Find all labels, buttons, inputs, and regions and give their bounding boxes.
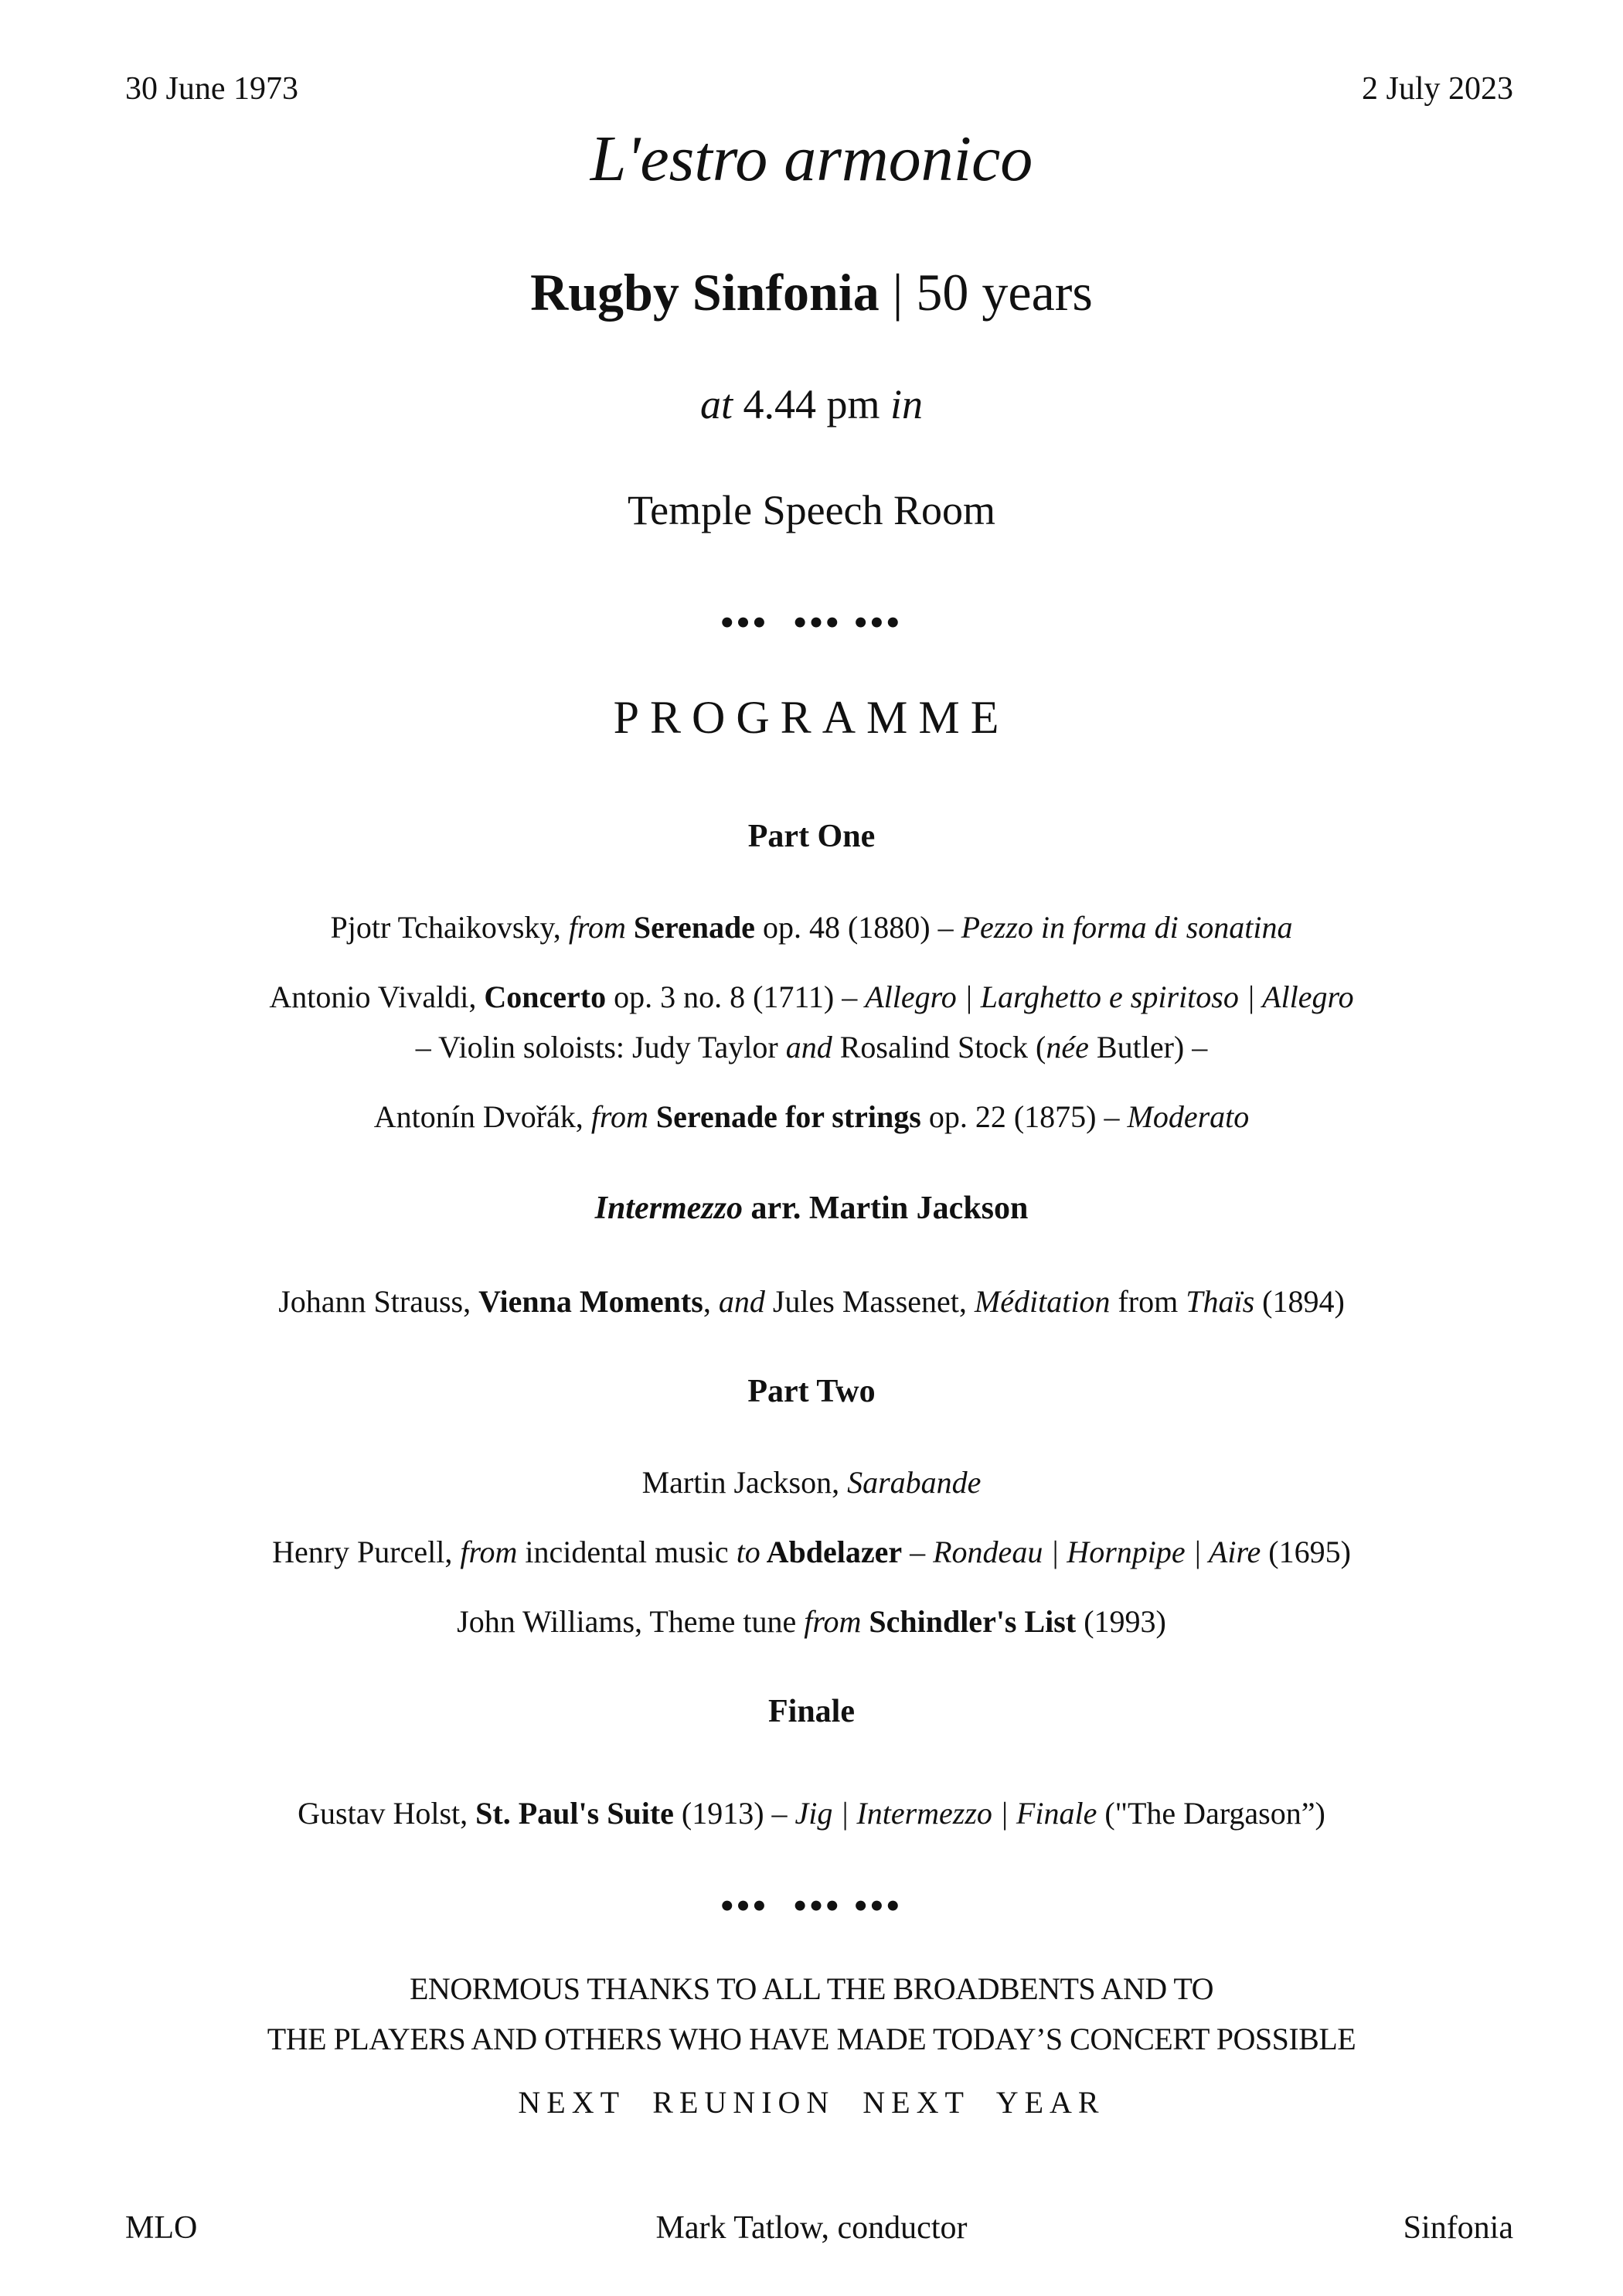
programme-item-williams — [0, 1606, 1623, 1637]
intermezzo-heading — [0, 1192, 1623, 1225]
founding-date: 30 June 1973 — [125, 71, 298, 107]
thanks-line-2: THE PLAYERS AND OTHERS WHO HAVE MADE TODAY’S CONCERT POSSIBLE — [267, 2022, 1356, 2056]
part-one-heading: Part One — [747, 819, 876, 854]
footer-conductor: Mark Tatlow, conductor — [655, 2210, 968, 2246]
composer: Jules Massenet, — [764, 1284, 975, 1319]
comma: , — [703, 1284, 719, 1319]
work-title: Concerto — [484, 979, 607, 1014]
composer: Pjotr Tchaikovsky, — [330, 910, 569, 945]
from-text: from — [1110, 1284, 1186, 1319]
nee-text: née — [1046, 1030, 1089, 1065]
work-title: Serenade — [625, 910, 755, 945]
time-prefix: at — [699, 381, 733, 428]
work-year: (1695) — [1261, 1535, 1351, 1569]
work-year: (1913) – — [673, 1796, 795, 1831]
composer: Henry Purcell, — [272, 1535, 461, 1569]
from-text: from — [590, 1099, 648, 1134]
ornamental-divider-bottom: ••• ••• ••• — [720, 1886, 903, 1926]
programme-item-tchaikovsky — [0, 912, 1623, 943]
work-detail: incidental music — [517, 1535, 737, 1569]
arranger: arr. Martin Jackson — [742, 1191, 1029, 1226]
soloists-mid: Rosalind Stock ( — [832, 1030, 1046, 1065]
movements: Allegro | Larghetto e spiritoso | Allegro — [865, 979, 1354, 1014]
heading-separator: | — [879, 263, 917, 322]
finale-heading: Finale — [768, 1694, 855, 1729]
composer: Martin Jackson, — [641, 1465, 848, 1500]
programme-item-vivaldi — [0, 979, 1623, 1014]
composer: Antonio Vivaldi, — [269, 979, 485, 1014]
programme-heading: PROGRAMME — [613, 692, 1010, 743]
work-year: (1894) — [1254, 1284, 1345, 1319]
programme-item-purcell — [0, 1537, 1623, 1568]
soloists-prefix: – Violin soloists: Judy Taylor — [415, 1030, 786, 1065]
composer: John Williams, Theme tune — [457, 1604, 805, 1639]
part-two-heading: Part Two — [747, 1374, 876, 1409]
time-suffix: in — [890, 381, 924, 428]
programme-item-holst — [0, 1798, 1623, 1829]
work-detail: op. 22 (1875) – — [920, 1099, 1128, 1134]
time-value: 4.44 pm — [732, 381, 890, 428]
venue: Temple Speech Room — [627, 487, 996, 533]
ensemble-heading — [0, 263, 1623, 322]
programme-item-dvorak — [0, 1099, 1623, 1134]
and-text: and — [785, 1030, 832, 1065]
work-title: Méditation — [974, 1284, 1111, 1319]
anniversary: 50 years — [916, 263, 1093, 322]
composer: Johann Strauss, — [278, 1284, 479, 1319]
to-text: to — [736, 1535, 760, 1569]
ensemble-name: Rugby Sinfonia — [530, 263, 880, 322]
work-title: Serenade for strings — [648, 1099, 921, 1134]
from-text: from — [460, 1535, 518, 1569]
programme-item-jackson — [0, 1467, 1623, 1498]
dash: – — [902, 1535, 934, 1569]
concert-title: L'estro armonico — [590, 123, 1033, 195]
work-title: Schindler's List — [861, 1604, 1077, 1639]
footer-right: Sinfonia — [1403, 2210, 1513, 2246]
from-text: from — [804, 1604, 862, 1639]
work-detail: op. 3 no. 8 (1711) – — [606, 979, 866, 1014]
next-reunion-note: NEXT REUNION NEXT YEAR — [518, 2085, 1105, 2120]
intermezzo-label: Intermezzo — [594, 1191, 743, 1226]
work-title: Abdelazer — [760, 1535, 903, 1569]
composer: Gustav Holst, — [298, 1796, 476, 1831]
movements: Pezzo in forma di sonatina — [961, 910, 1293, 945]
work-title: Sarabande — [847, 1465, 982, 1500]
work-year: (1993) — [1076, 1604, 1166, 1639]
opera-title: Thaïs — [1186, 1284, 1255, 1319]
movements: Rondeau | Hornpipe | Aire — [933, 1535, 1261, 1569]
work-title: St. Paul's Suite — [475, 1796, 674, 1831]
composer: Antonín Dvořák, — [373, 1099, 591, 1134]
soloists-line — [0, 1032, 1623, 1063]
concert-time — [0, 381, 1623, 428]
movements: Moderato — [1127, 1099, 1250, 1134]
movements: Jig | Intermezzo | Finale — [794, 1796, 1097, 1831]
concert-date: 2 July 2023 — [1361, 71, 1513, 107]
footer-left: MLO — [125, 2210, 198, 2246]
work-detail: op. 48 (1880) – — [754, 910, 961, 945]
soloists-suffix: Butler) – — [1088, 1030, 1208, 1065]
programme-item-strauss-massenet — [0, 1286, 1623, 1317]
movement-subtitle: ("The Dargason”) — [1097, 1796, 1325, 1831]
ornamental-divider: ••• ••• ••• — [720, 602, 903, 643]
and-text: and — [718, 1284, 765, 1319]
thanks-line-1: ENORMOUS THANKS TO ALL THE BROADBENTS AND TO — [410, 1971, 1213, 2006]
from-text: from — [568, 910, 626, 945]
work-title: Vienna Moments — [478, 1284, 703, 1319]
